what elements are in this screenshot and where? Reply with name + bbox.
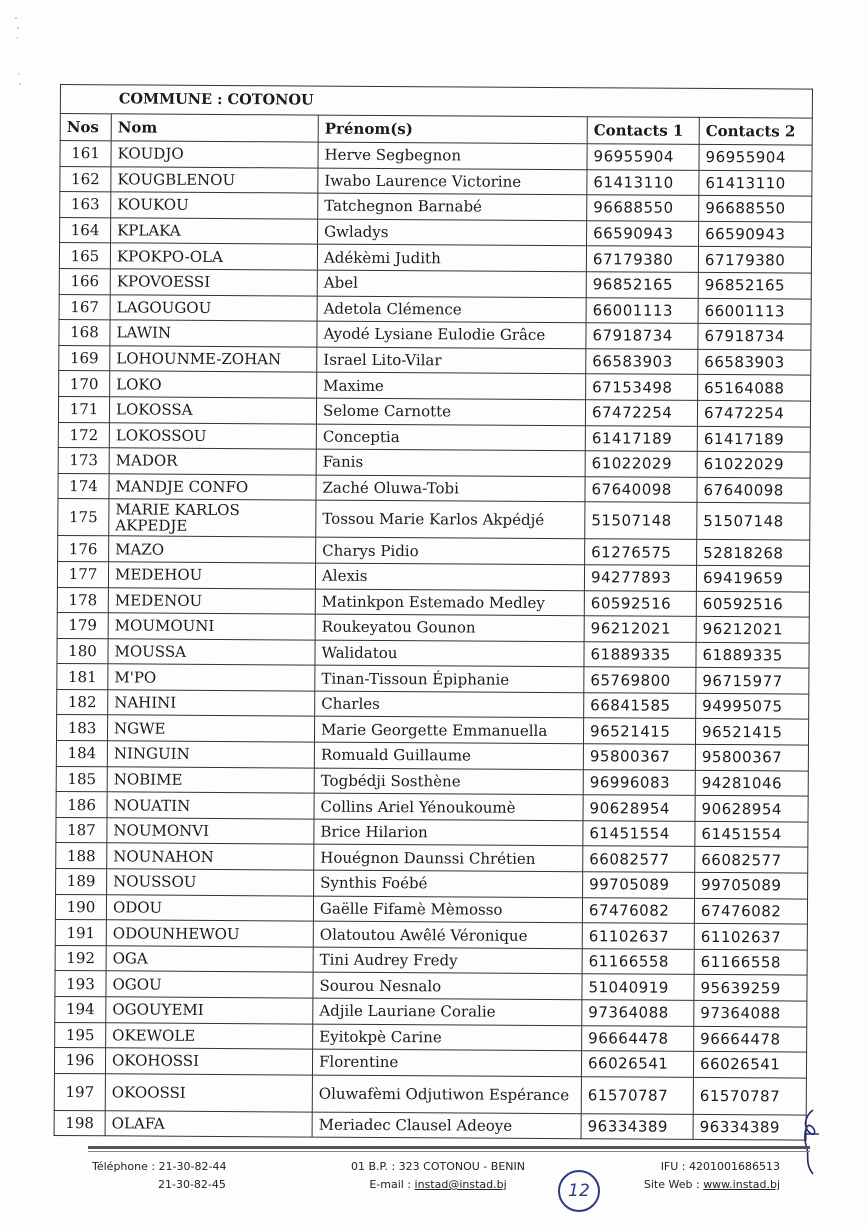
- footer-address: [338, 1158, 538, 1194]
- row-contact2: 61570787: [693, 1077, 806, 1115]
- row-contact1: 67476082: [582, 897, 694, 923]
- row-number: 171: [58, 396, 109, 422]
- row-prenoms: Zaché Oluwa-Tobi: [316, 475, 585, 502]
- row-contact1: 67153498: [586, 374, 698, 400]
- row-nom: KPOVOESSI: [110, 269, 317, 296]
- row-contact2: 96715977: [696, 668, 809, 694]
- row-number: 166: [59, 268, 110, 294]
- row-contact2: 61022029: [697, 452, 810, 478]
- row-number: 176: [58, 536, 109, 562]
- row-prenoms: Adékèmi Judith: [317, 244, 586, 271]
- row-nom: LOKOSSOU: [109, 422, 316, 449]
- row-number: 185: [56, 766, 107, 792]
- row-contact1: 66026541: [581, 1051, 693, 1077]
- row-nom: LOHOUNME-ZOHAN: [110, 346, 317, 373]
- row-contact1: 61570787: [581, 1076, 693, 1114]
- row-number: 177: [57, 561, 108, 587]
- header-nos: Nos: [60, 114, 111, 141]
- row-contact2: 95800367: [695, 744, 808, 770]
- row-contact2: 61889335: [696, 642, 809, 668]
- row-number: 183: [56, 715, 107, 741]
- row-contact2: 61451554: [695, 821, 808, 847]
- row-contact2: 66583903: [698, 349, 811, 375]
- footer-phone-line1: Téléphone : 21-30-82-44: [92, 1160, 227, 1173]
- row-prenoms: Israel Lito-Vilar: [317, 347, 586, 374]
- row-nom: NGWE: [107, 715, 314, 742]
- row-prenoms: Abel: [317, 270, 586, 297]
- row-prenoms: Olatoutou Awêlé Véronique: [313, 921, 582, 948]
- row-nom: MANDJE CONFO: [109, 474, 316, 501]
- row-contact2: 67476082: [694, 898, 807, 924]
- row-contact2: 51507148: [697, 503, 810, 541]
- table-row: [54, 1073, 806, 1115]
- row-number: 175: [58, 499, 109, 536]
- row-contact2: 94995075: [696, 693, 809, 719]
- contacts-table-wrapper: [54, 84, 812, 1141]
- row-contact1: 61417189: [585, 425, 697, 451]
- row-contact1: 61102637: [582, 923, 694, 949]
- row-contact1: 67640098: [585, 476, 697, 502]
- row-contact1: 60592516: [584, 590, 696, 616]
- row-number: 195: [55, 1022, 106, 1048]
- row-prenoms: Tatchegnon Barnabé: [318, 193, 587, 220]
- row-number: 168: [59, 320, 110, 346]
- row-prenoms: Togbédji Sosthène: [314, 768, 583, 795]
- row-number: 163: [60, 192, 111, 218]
- row-number: 189: [56, 869, 107, 895]
- row-contact2: 60592516: [696, 591, 809, 617]
- row-nom: MEDEHOU: [108, 562, 315, 589]
- row-contact2: 65164088: [698, 375, 811, 401]
- row-nom: NOUMONVI: [107, 818, 314, 845]
- row-nom: KPLAKA: [111, 218, 318, 245]
- row-contact2: 69419659: [696, 565, 809, 591]
- row-prenoms: Adetola Clémence: [317, 296, 586, 323]
- row-contact1: 66583903: [586, 348, 698, 374]
- row-number: 167: [59, 294, 110, 320]
- signature-mark: [795, 1108, 825, 1178]
- row-contact2: 52818268: [697, 540, 810, 566]
- row-prenoms: Synthis Foébé: [314, 870, 583, 897]
- row-number: 162: [60, 166, 111, 192]
- footer-ifu: IFU : 4201001686513: [660, 1160, 780, 1173]
- row-contact1: 66841585: [584, 693, 696, 719]
- row-contact2: 66001113: [698, 298, 811, 324]
- row-number: 186: [56, 792, 107, 818]
- row-prenoms: Charys Pidio: [316, 537, 585, 564]
- header-contact1: Contacts 1: [587, 117, 699, 145]
- page-number-stamp: 12: [558, 1170, 600, 1212]
- row-nom: LAGOUGOU: [110, 294, 317, 321]
- row-number: 173: [58, 448, 109, 474]
- row-number: 197: [54, 1073, 105, 1110]
- row-nom: M'PO: [108, 664, 315, 691]
- row-prenoms: Conceptia: [316, 424, 585, 451]
- row-contact2: 67179380: [698, 247, 811, 273]
- row-prenoms: Tini Audrey Fredy: [313, 947, 582, 974]
- row-number: 180: [57, 638, 108, 664]
- row-contact2: 66026541: [693, 1052, 806, 1078]
- row-nom: NOUSSOU: [107, 869, 314, 896]
- row-number: 170: [59, 371, 110, 397]
- row-number: 179: [57, 613, 108, 639]
- row-contact2: 61102637: [694, 924, 807, 950]
- contacts-table: [54, 84, 813, 1141]
- row-contact1: 61276575: [585, 539, 697, 565]
- row-number: 198: [54, 1110, 105, 1136]
- row-contact1: 96996083: [583, 769, 695, 795]
- table-row: [58, 499, 810, 541]
- row-nom: OGOU: [106, 971, 313, 998]
- row-contact2: 95639259: [694, 975, 807, 1001]
- header-nom: Nom: [111, 114, 318, 142]
- row-number: 190: [55, 894, 106, 920]
- row-number: 181: [57, 664, 108, 690]
- row-nom: MARIE KARLOS AKPEDJE: [109, 499, 316, 537]
- row-contact1: 96334389: [581, 1113, 693, 1139]
- row-nom: OGA: [106, 946, 313, 973]
- row-contact2: 96688550: [699, 196, 812, 222]
- row-nom: KOUKOU: [111, 192, 318, 219]
- row-nom: NOBIME: [107, 766, 314, 793]
- row-number: 178: [57, 587, 108, 613]
- row-prenoms: Romuald Guillaume: [314, 742, 583, 769]
- row-nom: MADOR: [109, 448, 316, 475]
- row-prenoms: Alexis: [315, 563, 584, 590]
- row-contact2: 96664478: [694, 1026, 807, 1052]
- row-prenoms: Herve Segbegnon: [318, 142, 587, 169]
- row-contact1: 61166558: [582, 949, 694, 975]
- row-contact2: 66082577: [695, 847, 808, 873]
- row-contact1: 67179380: [586, 246, 698, 272]
- row-number: 196: [54, 1048, 105, 1074]
- row-prenoms: Gaëlle Fifamè Mèmosso: [313, 896, 582, 923]
- row-prenoms: Sourou Nesnalo: [313, 972, 582, 999]
- row-contact2: 61417189: [697, 426, 810, 452]
- footer-site-line: [632, 1176, 780, 1194]
- row-prenoms: Roukeyatou Gounon: [315, 614, 584, 641]
- row-contact1: 96521415: [583, 718, 695, 744]
- row-number: 194: [55, 996, 106, 1022]
- row-nom: NAHINI: [108, 690, 315, 717]
- row-contact1: 67918734: [586, 323, 698, 349]
- row-contact1: 61413110: [587, 169, 699, 195]
- row-nom: OKOOSSI: [105, 1074, 312, 1112]
- row-nom: LOKOSSA: [109, 397, 316, 424]
- header-prenoms: Prénom(s): [318, 115, 587, 144]
- row-number: 191: [55, 920, 106, 946]
- row-contact1: 67472254: [585, 400, 697, 426]
- row-contact2: 61413110: [699, 170, 812, 196]
- row-nom: OKEWOLE: [106, 1022, 313, 1049]
- row-number: 164: [60, 217, 111, 243]
- footer-email-line: [338, 1176, 538, 1194]
- row-nom: OLAFA: [105, 1111, 312, 1138]
- row-nom: MOUSSA: [108, 638, 315, 665]
- row-number: 165: [59, 243, 110, 269]
- row-prenoms: Gwladys: [318, 219, 587, 246]
- row-contact1: 51040919: [582, 974, 694, 1000]
- row-number: 172: [58, 422, 109, 448]
- row-contact1: 65769800: [584, 667, 696, 693]
- row-contact1: 96852165: [586, 272, 698, 298]
- row-nom: KPOKPO-OLA: [110, 243, 317, 270]
- footer-email-label: E-mail :: [369, 1178, 415, 1191]
- footer-site-label: Site Web :: [643, 1178, 704, 1191]
- row-prenoms: Tossou Marie Karlos Akpédjé: [316, 500, 585, 539]
- row-nom: NOUATIN: [107, 792, 314, 819]
- footer-phone: [92, 1158, 226, 1194]
- row-prenoms: Walidatou: [315, 640, 584, 667]
- row-number: 182: [57, 689, 108, 715]
- row-prenoms: Collins Ariel Yénoukoumè: [314, 793, 583, 820]
- row-prenoms: Florentine: [312, 1049, 581, 1076]
- row-nom: MAZO: [109, 536, 316, 563]
- row-number: 174: [58, 473, 109, 499]
- table-row: [54, 1110, 806, 1140]
- row-contact2: 96334389: [693, 1114, 806, 1140]
- row-contact1: 66001113: [586, 297, 698, 323]
- row-number: 187: [56, 817, 107, 843]
- row-nom: ODOUNHEWOU: [106, 920, 313, 947]
- row-prenoms: Houégnon Daunssi Chrétien: [314, 845, 583, 872]
- row-contact2: 67640098: [697, 477, 810, 503]
- header-contact2: Contacts 2: [699, 117, 812, 145]
- row-prenoms: Maxime: [317, 372, 586, 399]
- row-contact1: 66082577: [583, 846, 695, 872]
- row-nom: NOUNAHON: [107, 843, 314, 870]
- row-contact2: 94281046: [695, 770, 808, 796]
- row-prenoms: Fanis: [316, 449, 585, 476]
- row-number: 169: [59, 345, 110, 371]
- row-contact1: 61889335: [584, 641, 696, 667]
- row-contact1: 96212021: [584, 616, 696, 642]
- row-number: 184: [56, 741, 107, 767]
- row-contact2: 67918734: [698, 324, 811, 350]
- row-contact1: 66590943: [587, 221, 699, 247]
- row-nom: LAWIN: [110, 320, 317, 347]
- scan-specks: [10, 10, 30, 100]
- row-contact1: 61022029: [585, 451, 697, 477]
- row-nom: KOUGBLENOU: [111, 166, 318, 193]
- row-contact2: 97364088: [694, 1000, 807, 1026]
- row-nom: OKOHOSSI: [105, 1048, 312, 1075]
- row-contact2: 99705089: [695, 872, 808, 898]
- row-prenoms: Eyitokpè Carine: [313, 1024, 582, 1051]
- row-contact2: 96521415: [695, 719, 808, 745]
- footer-rule-thin: [88, 1151, 810, 1152]
- row-contact1: 97364088: [582, 1000, 694, 1026]
- row-contact2: 61166558: [694, 949, 807, 975]
- footer-address-line: 01 B.P. : 323 COTONOU - BENIN: [351, 1160, 525, 1173]
- row-number: 188: [56, 843, 107, 869]
- row-contact2: 96955904: [699, 144, 812, 170]
- row-prenoms: Brice Hilarion: [314, 819, 583, 846]
- row-contact2: 67472254: [697, 400, 810, 426]
- row-nom: MOUMOUNI: [108, 613, 315, 640]
- row-contact1: 90628954: [583, 795, 695, 821]
- row-number: 161: [60, 141, 111, 167]
- commune-label: COMMUNE : COTONOU: [60, 85, 812, 119]
- row-prenoms: Matinkpon Estemado Medley: [315, 589, 584, 616]
- footer-email-link[interactable]: instad@instad.bj: [414, 1178, 507, 1191]
- row-prenoms: Selome Carnotte: [316, 398, 585, 425]
- row-contact1: 95800367: [583, 744, 695, 770]
- footer-site-link[interactable]: www.instad.bj: [703, 1178, 780, 1191]
- row-nom: ODOU: [106, 894, 313, 921]
- footer-rule-thick: [88, 1146, 810, 1149]
- row-prenoms: Tinan-Tissoun Épiphanie: [315, 665, 584, 692]
- row-prenoms: Ayodé Lysiane Eulodie Grâce: [317, 321, 586, 348]
- row-prenoms: Adjile Lauriane Coralie: [313, 998, 582, 1025]
- row-contact2: 96212021: [696, 616, 809, 642]
- footer-phone-line2: 21-30-82-45: [158, 1178, 226, 1191]
- row-prenoms: Marie Georgette Emmanuella: [314, 717, 583, 744]
- row-nom: KOUDJO: [111, 141, 318, 168]
- row-contact2: 90628954: [695, 796, 808, 822]
- footer-ifu-site: [632, 1158, 780, 1194]
- row-contact1: 94277893: [584, 565, 696, 591]
- row-contact1: 61451554: [583, 821, 695, 847]
- commune-header-row: [60, 85, 812, 119]
- row-contact2: 96852165: [698, 272, 811, 298]
- row-contact2: 66590943: [699, 221, 812, 247]
- row-number: 193: [55, 971, 106, 997]
- row-number: 192: [55, 945, 106, 971]
- row-prenoms: Meriadec Clausel Adeoye: [312, 1112, 581, 1139]
- row-contact1: 96664478: [582, 1025, 694, 1051]
- row-nom: MEDENOU: [108, 587, 315, 614]
- row-nom: NINGUIN: [107, 741, 314, 768]
- row-nom: LOKO: [110, 371, 317, 398]
- row-contact1: 96688550: [587, 195, 699, 221]
- row-prenoms: Oluwafèmi Odjutiwon Espérance: [312, 1075, 581, 1114]
- row-nom: OGOUYEMI: [106, 997, 313, 1024]
- row-contact1: 51507148: [585, 502, 697, 540]
- row-prenoms: Iwabo Laurence Victorine: [318, 168, 587, 195]
- row-contact1: 99705089: [583, 872, 695, 898]
- row-prenoms: Charles: [315, 691, 584, 718]
- row-contact1: 96955904: [587, 144, 699, 170]
